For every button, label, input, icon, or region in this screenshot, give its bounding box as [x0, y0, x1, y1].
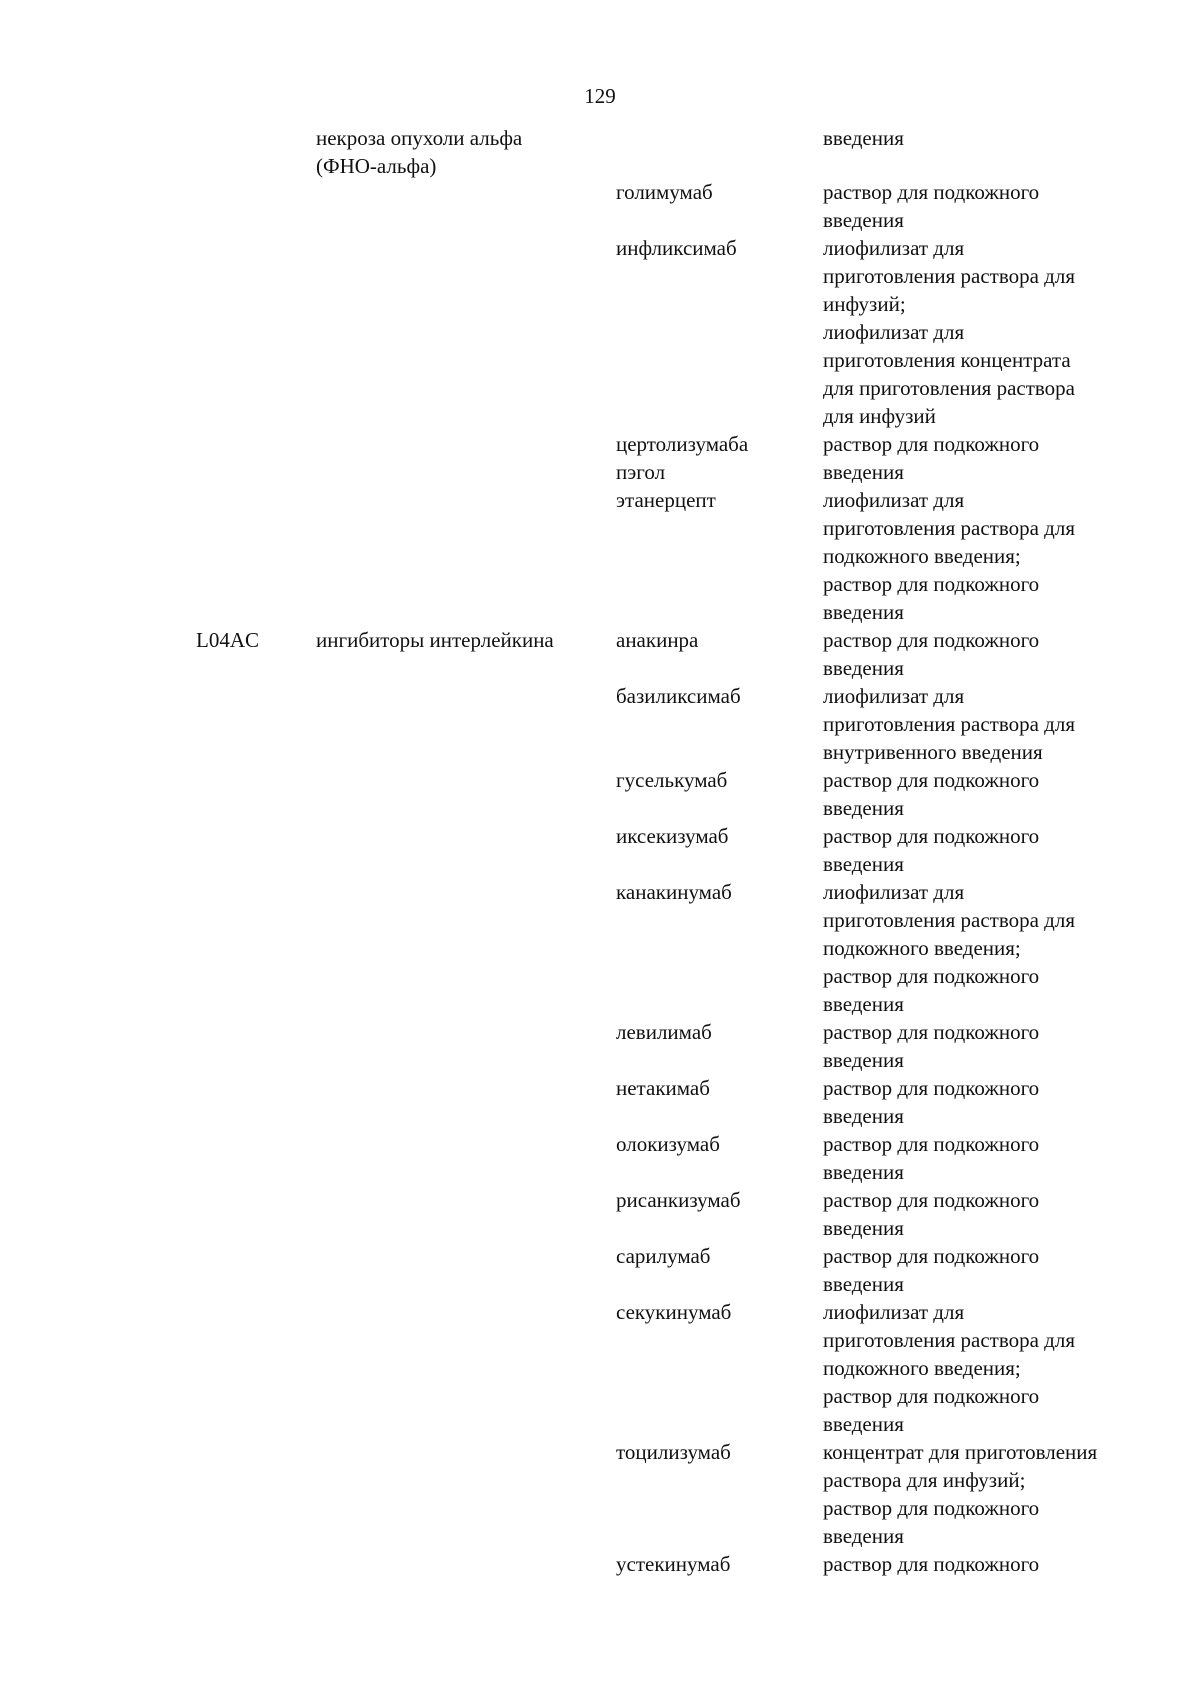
drug-name-cell: цертолизумаба пэгол [616, 432, 749, 484]
pharmacological-group-cell: некроза опухоли альфа (ФНО-альфа) [316, 126, 523, 178]
table-row [0, 682, 1200, 766]
dosage-form-cell: раствор для подкожного введения [823, 1132, 1040, 1184]
table-row [0, 878, 1200, 1018]
atc-code-cell: L04AC [196, 628, 259, 652]
table-row [0, 1130, 1200, 1186]
table-row [0, 626, 1200, 682]
table-row [0, 766, 1200, 822]
dosage-form-cell: раствор для подкожного введения [823, 628, 1040, 680]
dosage-form-cell: раствор для подкожного введения [823, 432, 1040, 484]
drug-name-cell: устекинумаб [616, 1552, 731, 1576]
drug-name-cell: инфликсимаб [616, 236, 737, 260]
dosage-form-cell: введения [823, 126, 904, 150]
dosage-form-cell: раствор для подкожного введения [823, 1188, 1040, 1240]
dosage-form-cell: лиофилизат для приготовления раствора для подкожного введения; раствор для подкожного введения [823, 1300, 1075, 1436]
drug-name-cell: секукинумаб [616, 1300, 732, 1324]
drug-name-cell: иксекизумаб [616, 824, 729, 848]
drug-name-cell: этанерцепт [616, 488, 716, 512]
page-number: 129 [584, 84, 616, 108]
table-row [0, 1018, 1200, 1074]
drug-name-cell: канакинумаб [616, 880, 732, 904]
dosage-form-cell: раствор для подкожного введения [823, 824, 1040, 876]
table-row [0, 1550, 1200, 1578]
drug-name-cell: анакинра [616, 628, 699, 652]
dosage-form-cell: раствор для подкожного введения [823, 1244, 1040, 1296]
drug-name-cell: рисанкизумаб [616, 1188, 741, 1212]
dosage-form-cell: раствор для подкожного введения [823, 768, 1040, 820]
table-row [0, 1186, 1200, 1242]
table-row [0, 1298, 1200, 1438]
dosage-form-cell: лиофилизат для приготовления раствора для подкожного введения; раствор для подкожного введения [823, 488, 1075, 624]
dosage-form-cell: лиофилизат для приготовления раствора для подкожного введения; раствор для подкожного введения [823, 880, 1075, 1016]
dosage-form-cell: концентрат для приготовления раствора для инфузий; раствор для подкожного введения [823, 1440, 1098, 1548]
drug-table [0, 178, 1200, 1578]
dosage-form-cell: лиофилизат для приготовления раствора для инфузий; лиофилизат для приготовления концентрата для приготовления раствора для инфузий [823, 236, 1075, 428]
drug-name-cell: нетакимаб [616, 1076, 710, 1100]
pharmacological-group-cell: ингибиторы интерлейкина [316, 628, 554, 652]
table-row [0, 1242, 1200, 1298]
table-row [0, 234, 1200, 430]
drug-name-cell: базиликсимаб [616, 684, 741, 708]
drug-name-cell: сарилумаб [616, 1244, 711, 1268]
dosage-form-cell: раствор для подкожного [823, 1552, 1040, 1576]
drug-name-cell: левилимаб [616, 1020, 712, 1044]
drug-name-cell: тоцилизумаб [616, 1440, 731, 1464]
table-row [0, 822, 1200, 878]
table-row [0, 178, 1200, 234]
table-row-continuation [0, 124, 1200, 178]
dosage-form-cell: раствор для подкожного введения [823, 180, 1040, 232]
drug-name-cell: голимумаб [616, 180, 713, 204]
dosage-form-cell: раствор для подкожного введения [823, 1020, 1040, 1072]
dosage-form-cell: раствор для подкожного введения [823, 1076, 1040, 1128]
table-row [0, 430, 1200, 486]
drug-name-cell: олокизумаб [616, 1132, 720, 1156]
table-row [0, 1438, 1200, 1550]
table-row [0, 1074, 1200, 1130]
table-row [0, 486, 1200, 626]
dosage-form-cell: лиофилизат для приготовления раствора для внутривенного введения [823, 684, 1075, 764]
drug-name-cell: гуселькумаб [616, 768, 728, 792]
